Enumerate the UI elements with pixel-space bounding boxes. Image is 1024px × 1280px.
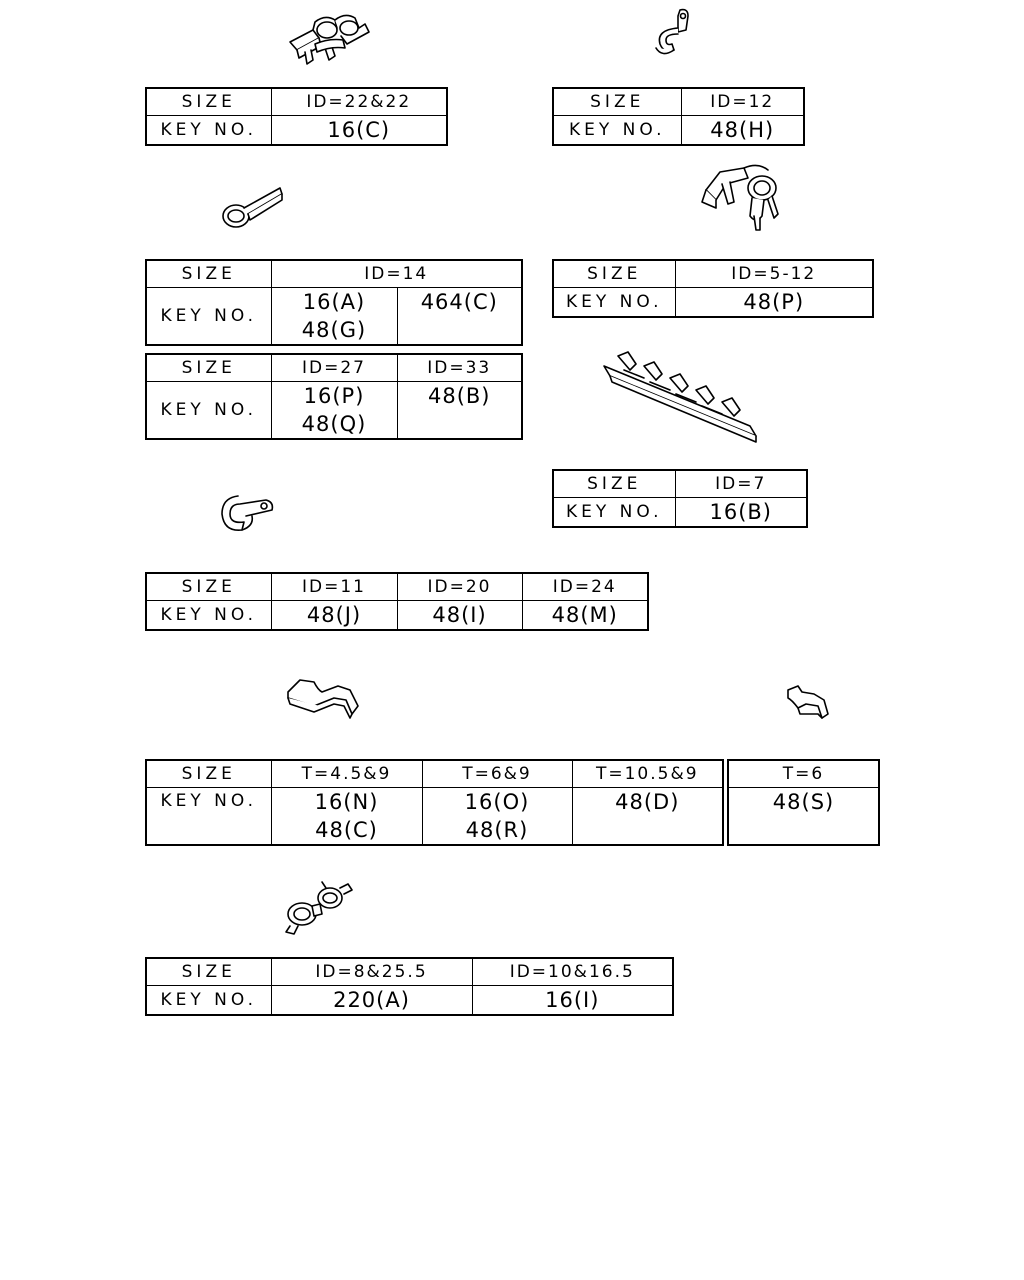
size-value: T=10.5&9 — [572, 760, 723, 788]
key-no-value: 220(A) — [333, 988, 410, 1012]
key-no-label: KEY NO. — [553, 498, 675, 528]
size-value: ID=27 — [271, 354, 397, 382]
key-no-value: 48(H) — [710, 118, 775, 142]
key-no-label: KEY NO. — [146, 986, 271, 1016]
key-no-value: 48(G) — [301, 318, 367, 342]
size-label: SIZE — [146, 260, 271, 288]
key-no-value: 16(A) — [302, 290, 366, 314]
size-value: T=6&9 — [422, 760, 572, 788]
size-value: ID=20 — [397, 573, 522, 601]
spec-table-10 — [145, 957, 674, 1016]
size-label: SIZE — [553, 260, 675, 288]
band-clip-icon — [218, 186, 288, 234]
p-clip-icon — [218, 492, 278, 536]
size-label: SIZE — [146, 573, 271, 601]
double-clamp-icon — [285, 8, 375, 68]
key-no-value: 48(D) — [615, 790, 680, 814]
multi-holder-rail-icon — [600, 348, 760, 442]
key-no-value: 16(C) — [327, 118, 391, 142]
size-value: ID=10&16.5 — [472, 958, 673, 986]
spec-table-7 — [145, 572, 649, 631]
spec-table-4 — [552, 259, 874, 318]
size-label: SIZE — [146, 958, 271, 986]
key-no-label: KEY NO. — [553, 116, 681, 146]
key-no-value: 48(P) — [743, 290, 805, 314]
twin-ring-clamp-icon — [282, 880, 356, 936]
spec-table-9 — [727, 759, 880, 846]
spec-table-8 — [145, 759, 724, 846]
bracket-clip-icon — [284, 676, 366, 720]
key-no-value: 16(B) — [709, 500, 772, 524]
key-no-value: 48(S) — [772, 790, 835, 814]
size-value: ID=12 — [681, 88, 804, 116]
key-no-label: KEY NO. — [146, 116, 271, 146]
size-label: SIZE — [146, 88, 271, 116]
size-value: ID=24 — [522, 573, 648, 601]
key-no-value: 48(B) — [427, 384, 491, 408]
size-value: T=4.5&9 — [271, 760, 422, 788]
size-value: ID=5-12 — [675, 260, 873, 288]
spec-table-1 — [145, 87, 448, 146]
key-no-label: KEY NO. — [146, 601, 271, 631]
size-value: ID=7 — [675, 470, 807, 498]
key-no-value: 48(R) — [465, 818, 529, 842]
key-no-value: 48(J) — [306, 603, 362, 627]
hook-clip-icon — [652, 6, 694, 60]
size-label: SIZE — [146, 760, 271, 788]
size-value: ID=11 — [271, 573, 397, 601]
clip-with-pin-icon — [698, 160, 784, 236]
size-value: ID=33 — [397, 354, 522, 382]
size-label: SIZE — [553, 88, 681, 116]
size-value: ID=22&22 — [271, 88, 447, 116]
spec-table-6 — [552, 469, 808, 528]
key-no-value: 16(O) — [464, 790, 530, 814]
key-no-value: 48(C) — [315, 818, 378, 842]
key-no-label: KEY NO. — [146, 788, 271, 846]
key-no-value: 464(C) — [420, 290, 498, 314]
small-bracket-clip-icon — [784, 684, 834, 724]
size-label: SIZE — [553, 470, 675, 498]
size-label: SIZE — [146, 354, 271, 382]
spec-table-3 — [145, 259, 523, 346]
key-no-value: 48(M) — [551, 603, 618, 627]
spec-table-2 — [552, 87, 805, 146]
size-value: ID=14 — [271, 260, 522, 288]
spec-table-5 — [145, 353, 523, 440]
key-no-value: 16(I) — [545, 988, 600, 1012]
key-no-label: KEY NO. — [553, 288, 675, 318]
size-value: T=6 — [728, 760, 879, 788]
key-no-label: KEY NO. — [146, 288, 271, 346]
key-no-value: 16(P) — [303, 384, 365, 408]
key-no-label: KEY NO. — [146, 382, 271, 440]
key-no-value: 48(Q) — [301, 412, 367, 436]
size-value: ID=8&25.5 — [271, 958, 472, 986]
key-no-value: 16(N) — [314, 790, 379, 814]
key-no-value: 48(I) — [432, 603, 487, 627]
